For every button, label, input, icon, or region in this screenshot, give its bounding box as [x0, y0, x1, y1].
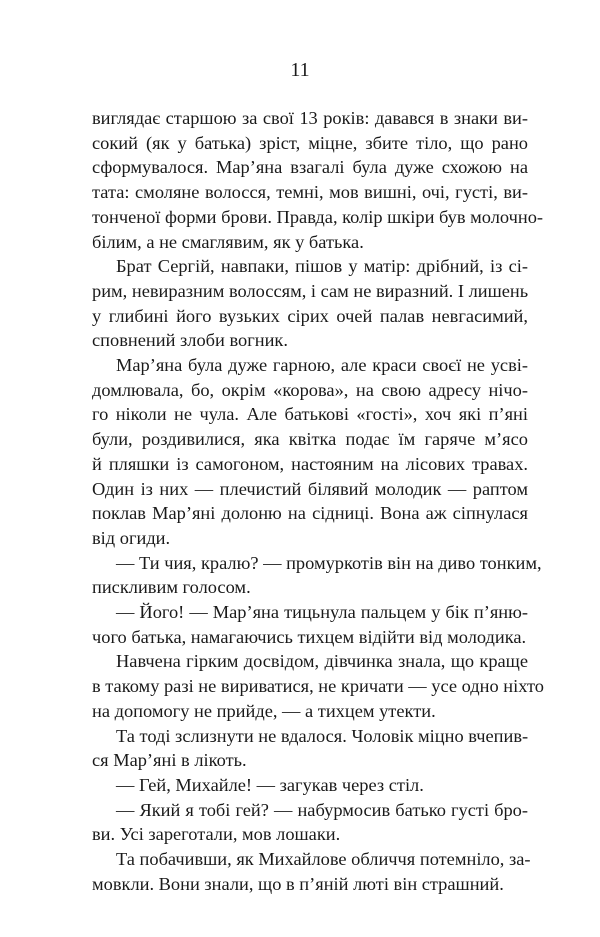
paragraph — [92, 254, 528, 353]
paragraph — [92, 798, 528, 847]
text-line: Мар’яна була дуже гарною, але краси своєї не усві- — [116, 355, 528, 376]
text-line: виглядає старшою за свої 13 років: давався в знаки ви- — [92, 108, 528, 128]
text-line: мовкли. Вони знали, що в п’яній люті він страшний. — [92, 873, 504, 894]
text-line: го ніколи не чула. Але батькові «гості», хоч які п’яні — [92, 404, 528, 425]
text-line: на допомогу не прийде, — а тихцем утекти. — [92, 700, 436, 721]
text-line: ся Мар’яні в лікоть. — [92, 750, 247, 771]
text-line: ви. Усі зареготали, мов лошаки. — [92, 824, 341, 845]
text-line: у глибині його вузьких сірих очей палав невгасимий, — [92, 305, 528, 326]
paragraph — [92, 600, 528, 649]
text-line: тонченої форми брови. Правда, колір шкіри був молочно- — [92, 206, 544, 227]
paragraph — [92, 773, 528, 798]
text-line: — Який я тобі гей? — набурмосив батько густі бро- — [116, 799, 528, 820]
text-line: від огиди. — [92, 527, 171, 548]
paragraph — [92, 847, 531, 896]
text-line: Один із них — плечистий білявий молодик — раптом — [92, 478, 528, 499]
text-line: Навчена гірким досвідом, дівчинка знала, що краще — [116, 651, 528, 672]
text-line: рим, невиразним волоссям, і сам не виразний. І лишень — [92, 280, 529, 301]
paragraph — [92, 724, 528, 773]
text-line: — Його! — Мар’яна тицьнула пальцем у бік п’яню- — [116, 602, 528, 623]
text-line: Брат Сергій, навпаки, пішов у матір: дрібний, із сі- — [116, 256, 528, 277]
page-number: 11 — [290, 59, 310, 81]
paragraph — [92, 106, 544, 254]
paragraph — [92, 551, 542, 600]
text-line: чого батька, намагаючись тихцем відійти від молодика. — [92, 626, 527, 647]
paragraph — [92, 649, 544, 723]
text-line: — Ти чия, кралю? — промуркотів він на диво тонким, — [116, 552, 542, 573]
text-line: поклав Мар’яні долоню на сідниці. Вона аж сіпнулася — [92, 503, 528, 524]
text-line: й пляшки із самогоном, настояним на лісових травах. — [92, 453, 528, 474]
text-line: були, роздивилися, яка квітка подає їм гаряче м’ясо — [92, 429, 528, 450]
text-line: домлювала, бо, окрім «корова», на свою адресу нічо- — [92, 379, 528, 400]
text-line: сформувалося. Мар’яна взагалі була дуже схожою на — [92, 157, 528, 178]
text-line: сповнений злоби вогник. — [92, 330, 288, 351]
text-line: пискливим голосом. — [92, 577, 251, 598]
text-line: Та побачивши, як Михайлове обличчя потемніло, за- — [116, 849, 531, 870]
text-line: сокий (як у батька) зріст, міцне, збите тіло, що рано — [92, 132, 528, 153]
text-line: білим, а не смаглявим, як у батька. — [92, 231, 364, 252]
text-body — [92, 106, 544, 897]
text-line: — Гей, Михайле! — загукав через стіл. — [116, 774, 424, 795]
text-line: тата: смоляне волосся, темні, мов вишні, очі, густі, ви- — [92, 182, 528, 203]
paragraph — [92, 353, 528, 551]
text-line: в такому разі не вириватися, не кричати — усе одно ніхто — [92, 676, 544, 697]
text-line: Та тоді зслизнути не вдалося. Чоловік міцно вчепив- — [116, 725, 529, 746]
